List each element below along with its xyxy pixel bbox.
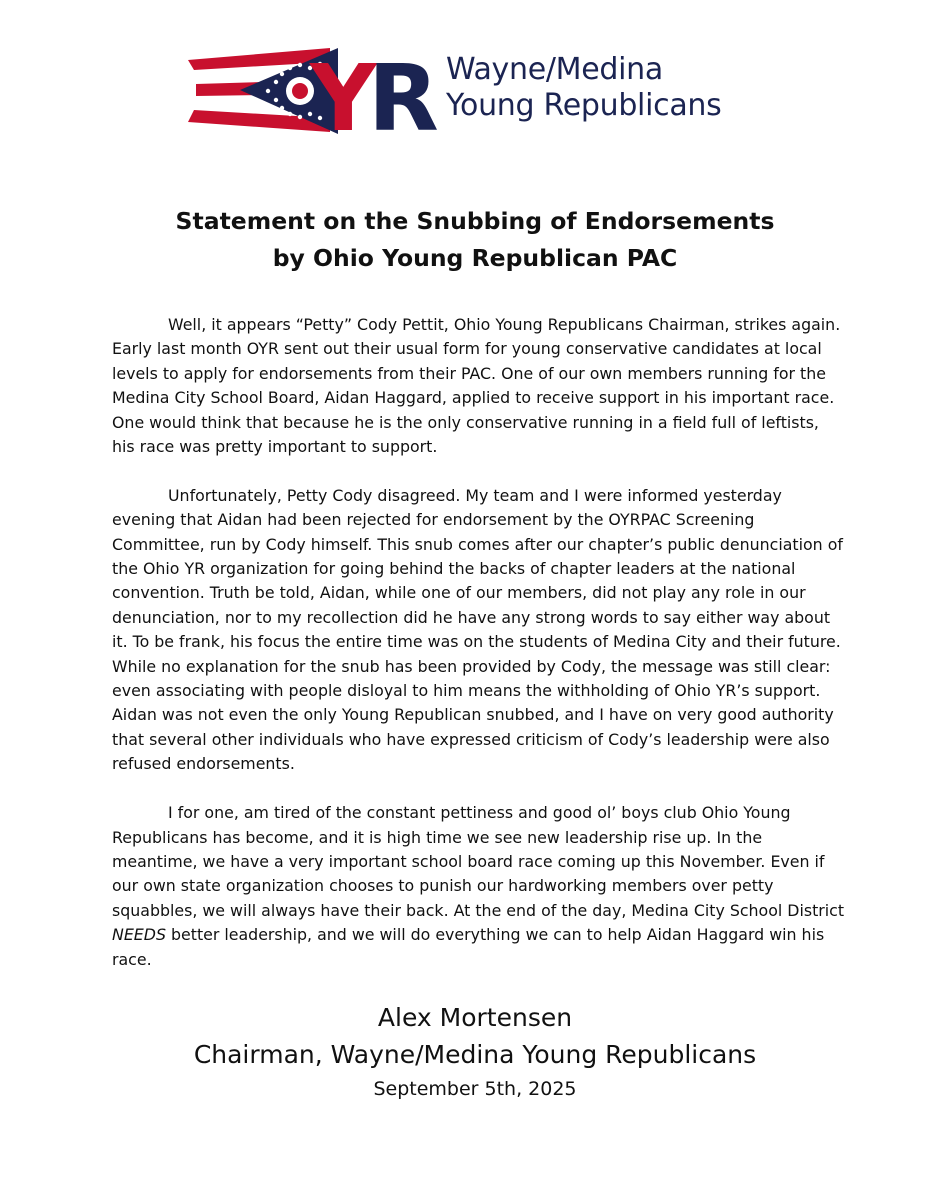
- title-line2: by Ohio Young Republican PAC: [272, 244, 678, 272]
- svg-text:Y: Y: [310, 45, 371, 140]
- org-name-line1: Wayne/Medina: [446, 52, 663, 87]
- org-logo: [188, 40, 748, 140]
- org-name: [446, 52, 721, 124]
- signer-name: Alex Mortensen: [377, 1003, 573, 1032]
- statement-body: [112, 313, 845, 972]
- org-name-line2: Young Republicans: [446, 88, 722, 123]
- statement-date: September 5th, 2025: [373, 1078, 577, 1100]
- title-line1: Statement on the Snubbing of Endorsements: [175, 207, 775, 235]
- paragraph-2: Unfortunately, Petty Cody disagreed. My team and I were informed yesterday evening that Aidan had been rejected for endorsement by the OYRPAC Screening Committee, run by Cody himself. This snub comes after our chapter’s public denunciation of the Ohio YR organization for going behind the backs of chapter leaders at the national convention. Truth be told, Aidan, while one of our members, did not play any role in our denunciation, nor to my recollection did he have any strong words to say either way about it. To be frank, his focus the entire time was on the students of Medina City and their future. While no explanation for the snub has been provided by Cody, the message was still clear: even associating with people disloyal to him means the withholding of Ohio YR’s support. Aidan was not even the only Young Republican snubbed, and I have on very good authority that several other individuals who have expressed criticism of Cody’s leadership were also refused endorsements.: [112, 485, 843, 774]
- paragraph-3-emphasis: NEEDS: [112, 925, 166, 945]
- paragraph-3-start: I for one, am tired of the constant pettiness and good ol’ boys club Ohio Young Republicans has become, and it is high time we see new leadership rise up. In the meantime, we have a very important school board race coming up this November. Even if our own state organization chooses to punish our hardworking members over petty squabbles, we will always have their back. At the end of the day, Medina City School District: [112, 803, 845, 920]
- svg-text:R: R: [368, 45, 433, 140]
- paragraph-3-end: better leadership, and we will do everything we can to help Aidan Haggard win his race.: [112, 925, 825, 969]
- yr-monogram: [188, 40, 438, 140]
- signature-block: [0, 1000, 950, 1105]
- signer-role: Chairman, Wayne/Medina Young Republicans: [193, 1040, 757, 1069]
- statement-title: [0, 203, 950, 277]
- paragraph-3: [112, 801, 845, 972]
- paragraph-1: Well, it appears “Petty” Cody Pettit, Ohio Young Republicans Chairman, strikes again. Early last month OYR sent out their usual form for young conservative candidates at local levels to apply for endorsements from their PAC. One of our own members running for the Medina City School Board, Aidan Haggard, applied to receive support in his important race. One would think that because he is the only conservative running in a field full of leftists, his race was pretty important to support.: [112, 315, 841, 457]
